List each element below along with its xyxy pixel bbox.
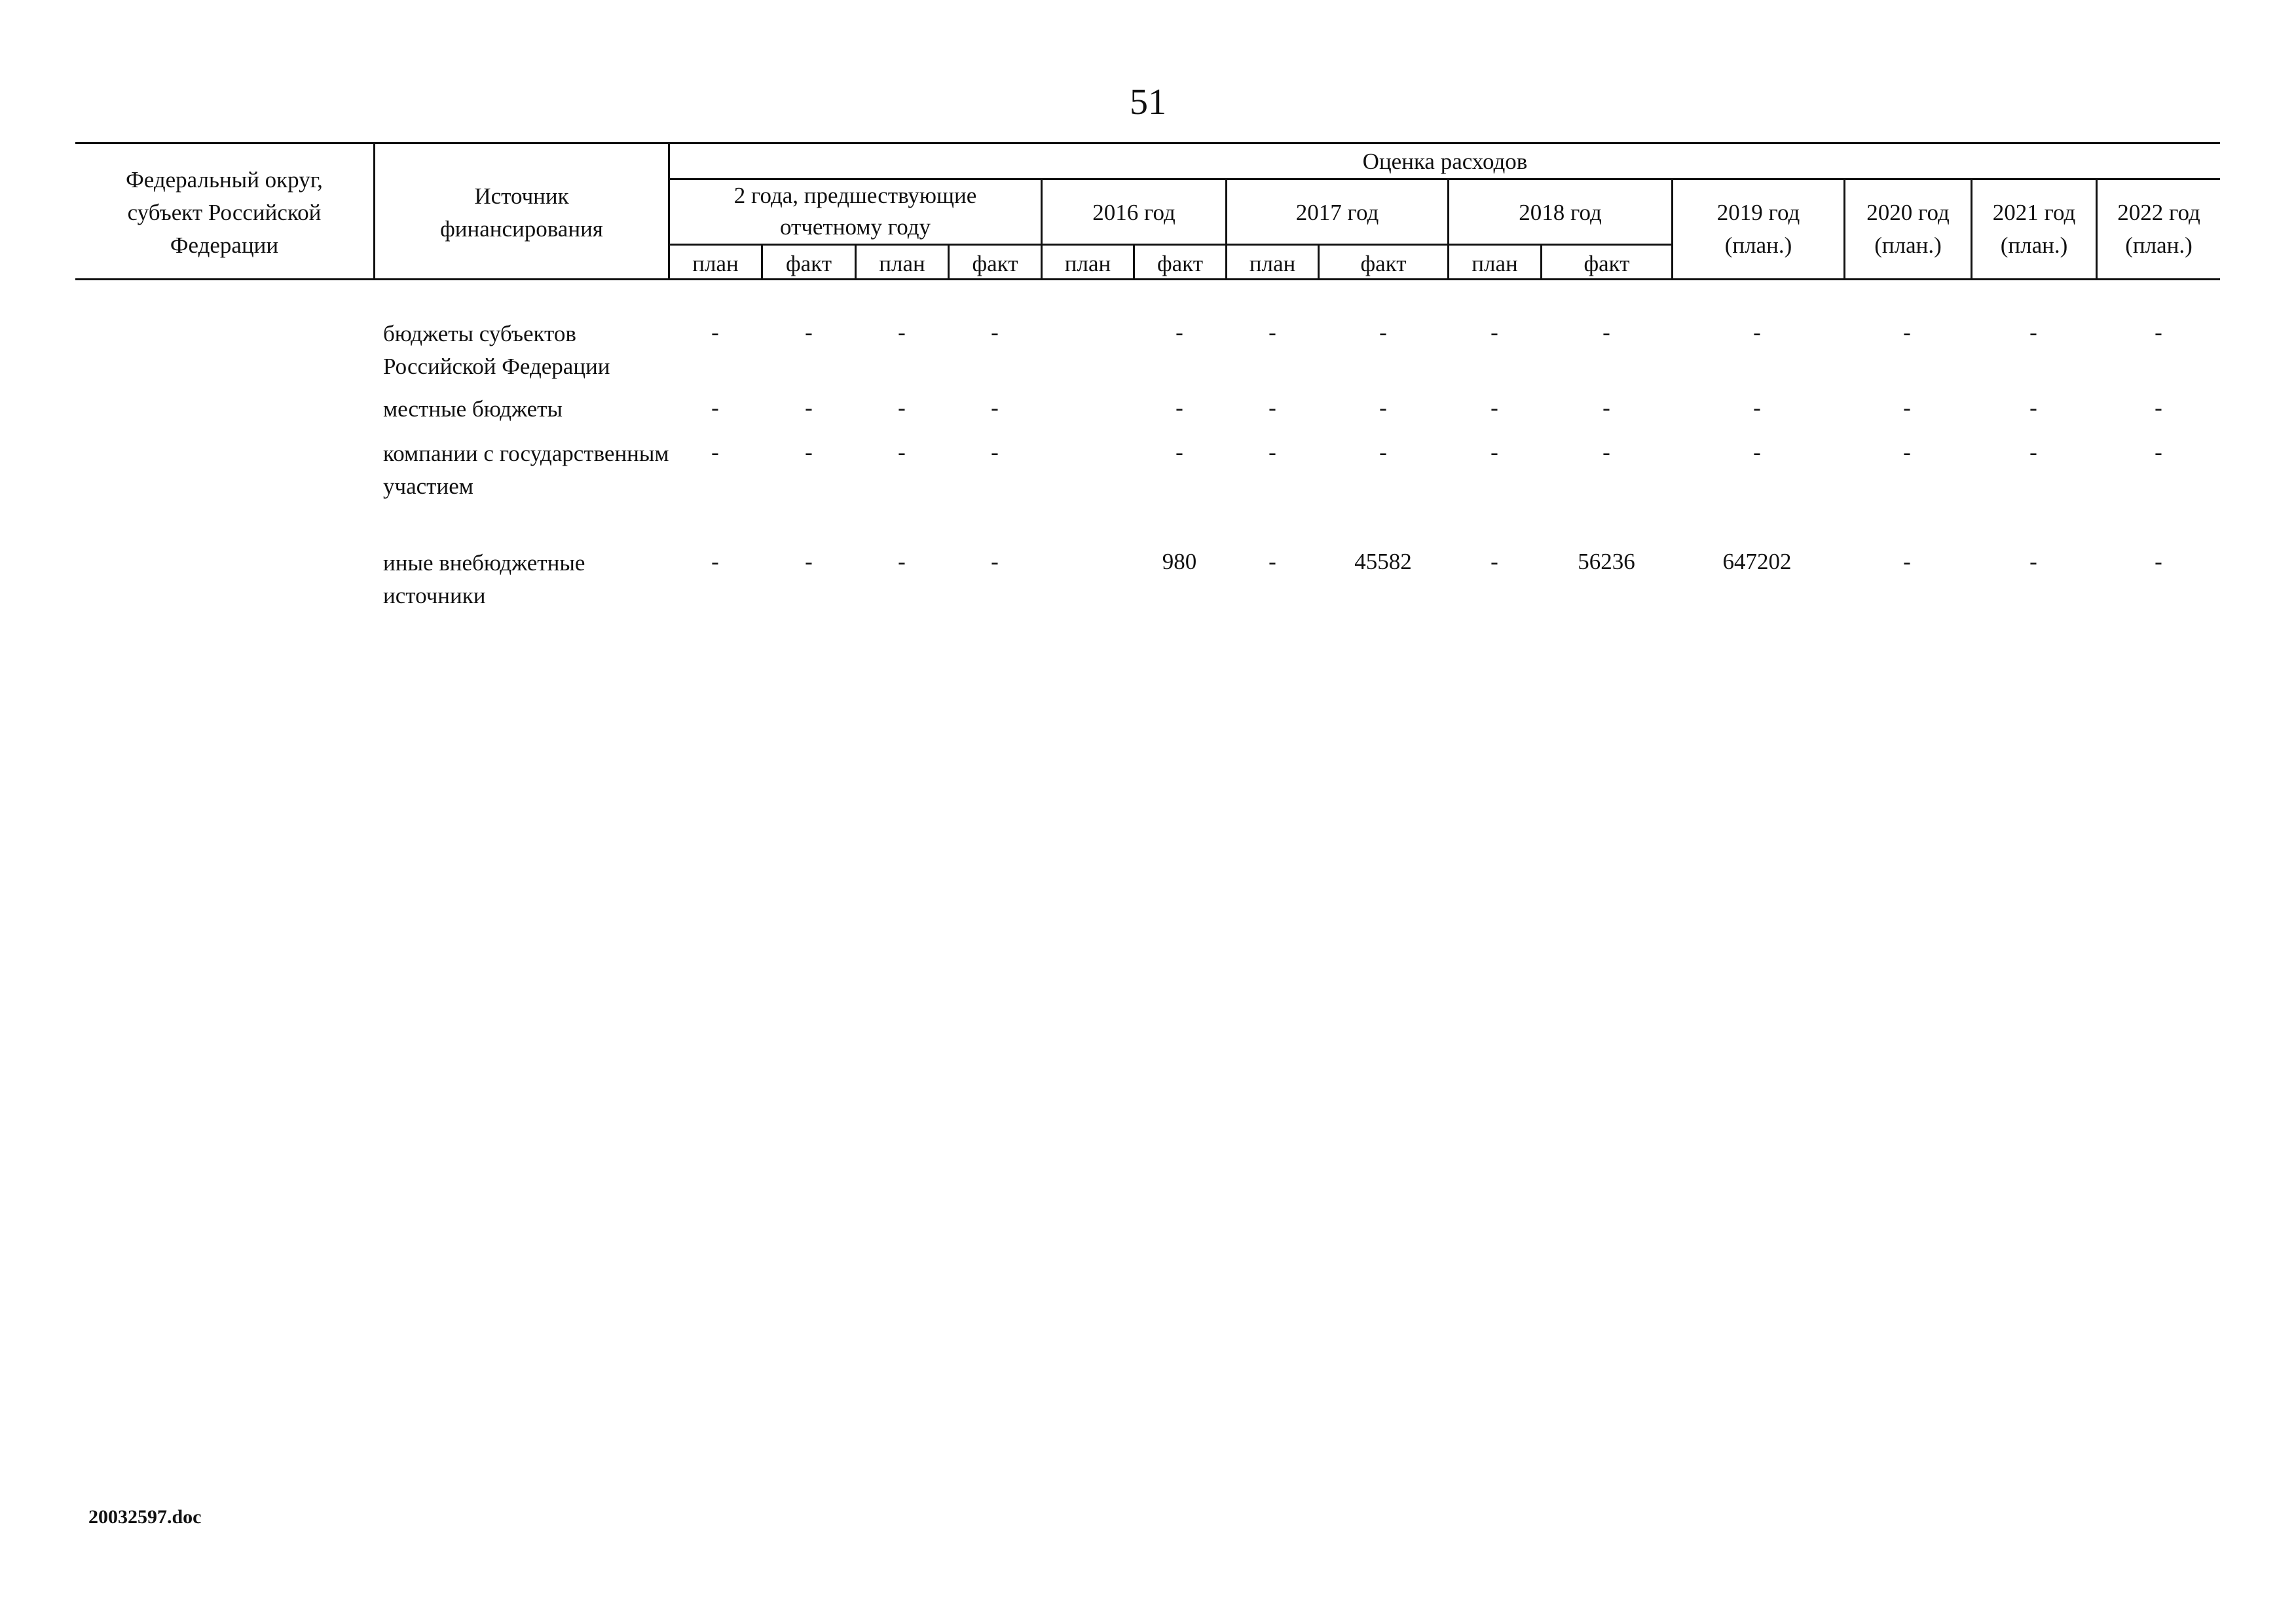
header-fact: факт: [785, 251, 832, 276]
row-source: местные бюджеты: [383, 396, 563, 422]
table-cell: -: [991, 439, 999, 465]
table-cell: -: [1176, 395, 1183, 420]
header-2020: 2020 год (план.): [1866, 200, 1950, 258]
header-2022: 2022 год (план.): [2117, 200, 2200, 258]
row-source: бюджеты субъектов Российской Федерации: [383, 321, 610, 379]
table-cell: -: [805, 320, 813, 345]
table-cell: -: [1491, 320, 1498, 345]
table-cell: -: [1491, 439, 1498, 465]
table-cell: -: [1491, 549, 1498, 574]
table-cell: -: [2029, 320, 2037, 345]
table-cell: -: [1268, 549, 1276, 574]
footer-filename: 20032597.doc: [88, 1506, 202, 1528]
header-2018: 2018 год: [1519, 200, 1602, 225]
table-cell: -: [1753, 320, 1761, 345]
table-cell: -: [711, 395, 719, 420]
table-cell: -: [1602, 395, 1610, 420]
table-cell: -: [1268, 320, 1276, 345]
table-cell: -: [1379, 320, 1387, 345]
header-plan: план: [1064, 251, 1111, 276]
table-cell: -: [898, 320, 906, 345]
header-plan: план: [692, 251, 739, 276]
table-cell: -: [1176, 320, 1183, 345]
header-2021: 2021 год (план.): [1992, 200, 2076, 258]
header-fact: факт: [972, 251, 1018, 276]
header-2016: 2016 год: [1092, 200, 1176, 225]
header-expenses-title: Оценка расходов: [1362, 149, 1528, 174]
table-cell: -: [2029, 439, 2037, 465]
header-source: Источник финансирования: [440, 183, 603, 242]
table-cell: 980: [1162, 549, 1197, 574]
table-cell: -: [1903, 439, 1911, 465]
header-2017: 2017 год: [1295, 200, 1379, 225]
table-cell: -: [1176, 439, 1183, 465]
header-prev-years: 2 года, предшествующие отчетному году: [733, 183, 977, 240]
table-cell: -: [1379, 395, 1387, 420]
header-plan: план: [1249, 251, 1296, 276]
header-fact: факт: [1583, 251, 1630, 276]
table-cell: -: [1903, 395, 1911, 420]
header-fact: факт: [1360, 251, 1407, 276]
table-cell: -: [2155, 439, 2162, 465]
table-cell: -: [711, 320, 719, 345]
table-cell: -: [991, 549, 999, 574]
row-source: иные внебюджетные источники: [383, 550, 585, 608]
table-top-rule: [75, 142, 2220, 144]
table-cell: -: [2155, 549, 2162, 574]
table-cell: -: [898, 549, 906, 574]
table-cell: -: [711, 549, 719, 574]
table-cell: -: [1491, 395, 1498, 420]
header-plan: план: [1472, 251, 1518, 276]
table-cell: -: [2029, 395, 2037, 420]
table-cell: -: [1379, 439, 1387, 465]
table-cell: 45582: [1354, 549, 1412, 574]
table-cell: 56236: [1578, 549, 1635, 574]
plan-fact-rule: [668, 244, 1671, 246]
table-cell: -: [1753, 439, 1761, 465]
row-source: компании с государственным участием: [383, 441, 669, 499]
table-cell: -: [1903, 320, 1911, 345]
table-cell: -: [1602, 439, 1610, 465]
table-cell: -: [991, 395, 999, 420]
table-cell: -: [2155, 395, 2162, 420]
table-cell: -: [898, 395, 906, 420]
table-cell: -: [1602, 320, 1610, 345]
header-fact: факт: [1157, 251, 1204, 276]
table-cell: -: [805, 549, 813, 574]
table-cell: -: [1903, 549, 1911, 574]
table-cell: 647202: [1722, 549, 1792, 574]
table-cell: -: [1268, 395, 1276, 420]
table-cell: -: [1268, 439, 1276, 465]
page-number: 51: [1130, 82, 1166, 122]
table-cell: -: [2029, 549, 2037, 574]
table-cell: -: [805, 395, 813, 420]
table-cell: -: [1753, 395, 1761, 420]
table-cell: -: [711, 439, 719, 465]
header-region: Федеральный округ, субъект Российской Федерации: [126, 167, 323, 258]
table-cell: -: [2155, 320, 2162, 345]
table-cell: -: [805, 439, 813, 465]
table-cell: -: [991, 320, 999, 345]
header-plan: план: [879, 251, 925, 276]
header-2019: 2019 год (план.): [1716, 200, 1800, 258]
table-cell: -: [898, 439, 906, 465]
